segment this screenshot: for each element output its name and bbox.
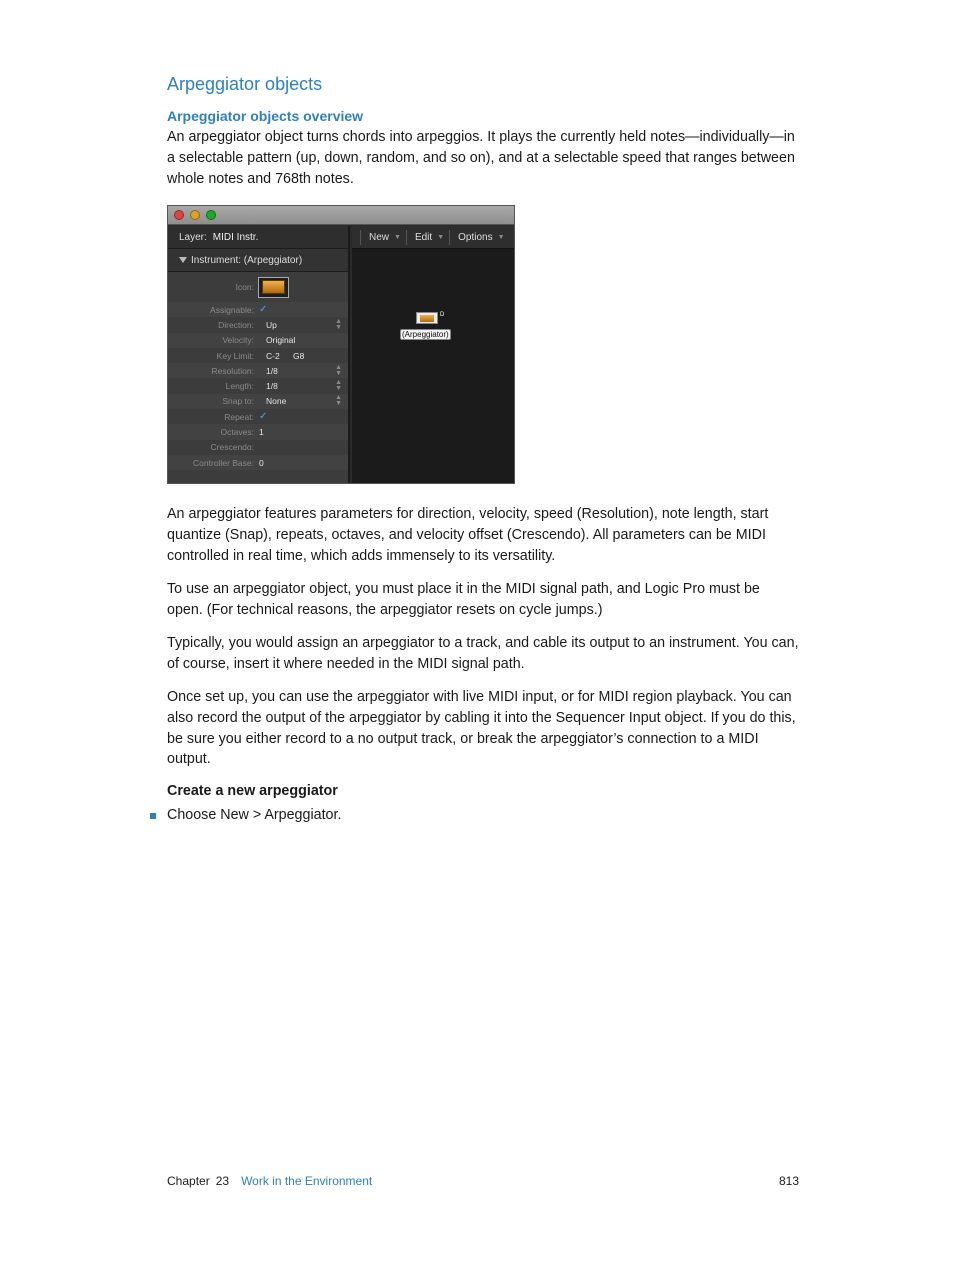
new-menu-button[interactable] xyxy=(360,230,406,245)
window-titlebar xyxy=(168,206,514,225)
page-footer xyxy=(167,1174,799,1188)
param-repeat xyxy=(168,409,348,424)
param-resolution xyxy=(168,363,348,378)
length-value[interactable]: 1/8 xyxy=(266,381,278,392)
velocity-value[interactable]: Original xyxy=(266,335,296,346)
key-limit-low[interactable]: C-2 xyxy=(266,350,280,361)
param-label: Snap to: xyxy=(222,396,254,407)
zoom-window-button[interactable] xyxy=(206,210,216,220)
layer-value: MIDI Instr. xyxy=(212,231,259,243)
options-menu-button[interactable] xyxy=(449,230,509,245)
intro-paragraph: An arpeggiator object turns chords into arpeggios. It plays the currently held notes—individually—in a selectable pattern (up, down, random, and so on), and at a selectable speed that ranges between whole notes and 768th notes. xyxy=(167,129,795,187)
param-snap-to xyxy=(168,394,348,409)
param-crescendo xyxy=(168,440,348,455)
typical-paragraph: Typically, you would assign an arpeggiator to a track, and cable its output to an instrument. You can, of course, insert it where needed in the MIDI signal path. xyxy=(167,635,799,672)
param-label: Length: xyxy=(225,381,254,392)
icon-label: Icon: xyxy=(235,282,254,292)
param-key-limit xyxy=(168,348,348,363)
param-assignable xyxy=(168,302,348,317)
arpeggiator-icon xyxy=(262,280,285,294)
environment-canvas[interactable] xyxy=(352,226,515,484)
arpeggiator-object-icon xyxy=(416,312,438,324)
arpeggiator-object-label: (Arpeggiator) xyxy=(402,330,449,339)
section-title: Arpeggiator objects xyxy=(167,74,323,94)
param-label: Controller Base: xyxy=(193,457,254,468)
param-octaves xyxy=(168,424,348,439)
task-step xyxy=(150,805,341,825)
environment-toolbar xyxy=(352,226,515,249)
features-paragraph: An arpeggiator features parameters for direction, velocity, speed (Resolution), note length, start quantize (Snap), repeats, octaves, and velocity offset (Crescendo). All parameters can be MIDI controlled in real time, which adds immensely to its versatility. xyxy=(167,506,769,564)
snap-to-stepper-icon[interactable]: ▲ ▼ xyxy=(335,394,342,408)
close-window-button[interactable] xyxy=(174,210,184,220)
task-title: Create a new arpeggiator xyxy=(167,783,338,799)
instrument-header-label: Instrument: (Arpeggiator) xyxy=(191,254,303,266)
new-menu-label: New xyxy=(369,231,390,243)
task-step-text: Choose New > Arpeggiator. xyxy=(167,807,342,823)
chevron-down-icon: ▼ xyxy=(497,233,505,241)
chapter-number: 23 xyxy=(215,1174,230,1188)
param-label: Repeat: xyxy=(224,411,254,422)
chevron-down-icon: ▼ xyxy=(394,233,401,241)
param-label: Velocity: xyxy=(222,335,254,346)
inspector-pane xyxy=(168,226,350,484)
resolution-stepper-icon[interactable]: ▲ ▼ xyxy=(335,363,342,377)
bullet-square-icon xyxy=(150,813,156,819)
param-controller-base xyxy=(168,455,348,470)
param-label: Direction: xyxy=(218,319,254,330)
param-label: Octaves: xyxy=(220,427,254,438)
param-label: Assignable: xyxy=(210,304,254,315)
output-port[interactable]: D xyxy=(440,312,445,318)
param-label: Key Limit: xyxy=(216,350,254,361)
assignable-checkbox[interactable]: ✓ xyxy=(259,304,268,316)
param-direction xyxy=(168,317,348,332)
param-label: Resolution: xyxy=(211,365,254,376)
page-number: 813 xyxy=(778,1174,799,1188)
subsection-title: Arpeggiator objects overview xyxy=(167,108,364,124)
resolution-value[interactable]: 1/8 xyxy=(266,365,278,376)
repeat-checkbox[interactable]: ✓ xyxy=(259,411,268,423)
options-menu-label: Options xyxy=(458,231,493,243)
param-length xyxy=(168,378,348,393)
controller-base-value[interactable]: 0 xyxy=(259,457,264,468)
snap-to-value[interactable]: None xyxy=(266,396,287,407)
chapter-title-link[interactable]: Work in the Environment xyxy=(241,1174,373,1188)
param-label: Crescendo: xyxy=(210,442,254,453)
key-limit-high[interactable]: G8 xyxy=(293,350,305,361)
arpeggiator-object[interactable] xyxy=(400,312,460,342)
octaves-value[interactable]: 1 xyxy=(259,427,264,438)
length-stepper-icon[interactable]: ▲ ▼ xyxy=(335,379,342,393)
edit-menu-label: Edit xyxy=(414,231,433,243)
disclosure-triangle-icon[interactable] xyxy=(179,257,187,263)
direction-value[interactable]: Up xyxy=(266,319,277,330)
chapter-label: Chapter xyxy=(167,1174,210,1188)
usage-paragraph: To use an arpeggiator object, you must place it in the MIDI signal path, and Logic Pro must be open. (For technical reasons, the arpeggiator resets on cycle jumps.) xyxy=(167,581,760,618)
recording-paragraph: Once set up, you can use the arpeggiator with live MIDI input, or for MIDI region playback. You can also record the output of the arpeggiator by cabling it into the Sequencer Input object. If you do this, be sure you either record to a no output track, or break the arpeggiator’s connection to a MIDI output. xyxy=(167,689,796,768)
environment-window-screenshot xyxy=(167,205,515,484)
icon-row xyxy=(168,272,348,302)
direction-stepper-icon[interactable]: ▲ ▼ xyxy=(335,317,342,331)
layer-selector[interactable] xyxy=(168,226,348,249)
edit-menu-button[interactable] xyxy=(406,230,449,245)
instrument-header[interactable] xyxy=(168,249,348,272)
param-velocity xyxy=(168,333,348,348)
arpeggiator-icon-button[interactable] xyxy=(258,277,289,298)
chevron-down-icon: ▼ xyxy=(437,233,445,241)
layer-label: Layer: xyxy=(179,231,207,243)
minimize-window-button[interactable] xyxy=(190,210,200,220)
